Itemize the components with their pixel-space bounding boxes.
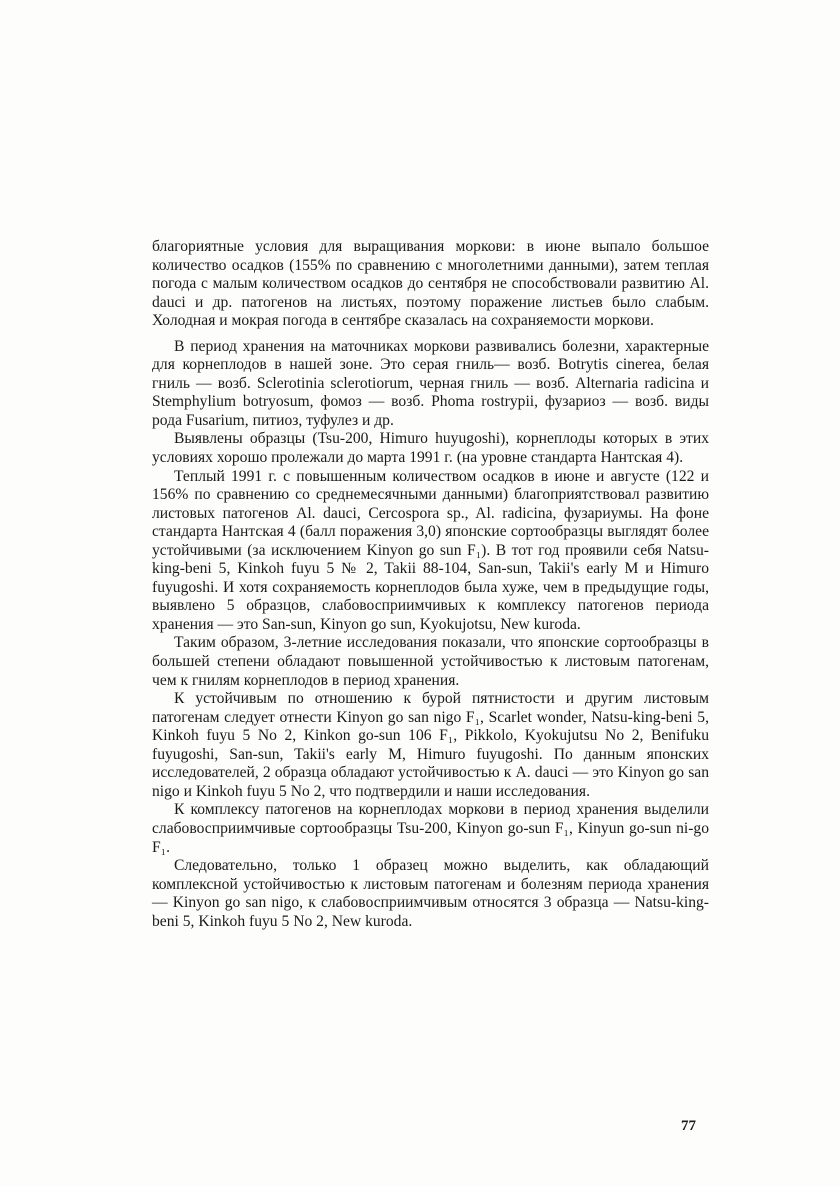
paragraph-identified-samples: Выявлены образцы (Tsu-200, Himuro huyugoshi), корнеплоды которых в этих условиях хорошо пролежали до марта 1991 г. (на уровне стандарта Нантская 4).: [152, 430, 709, 467]
body-text: [152, 238, 709, 931]
paragraph-1991-results: Теплый 1991 г. с повышенным количеством осадков в июне и августе (122 и 156% по сравнению со среднемесячными данными) благоприятствовал развитию листовых патогенов Al. dauci, Cercospora sp., Al. radicina, фузариумы. На фоне стандарта Нантская 4 (балл поражения 3,0) японские сортообразцы выглядят более устойчивыми (за исключением Kinyon go sun F₁). В тот год проявили себя Natsu-king-beni 5, Kinkoh fuyu 5 № 2, Takii 88-104, San-sun, Takii's early M и Himuro fuyugoshi. И хотя сохраняемость корнеплодов была хуже, чем в предыдущие годы, выявлено 5 образцов, слабовосприимчивых к комплексу патогенов периода хранения — это San-sun, Kinyon go sun, Kyokujotsu, New kuroda.: [152, 467, 709, 633]
paragraph-root-pathogens: К комплексу патогенов на корнеплодах моркови в период хранения выделили слабовосприимчивые сортообразцы Tsu-200, Kinyon go-sun F₁, Kinyun go-sun ni-go F₁.: [152, 801, 709, 856]
paragraph-storage-diseases: В период хранения на маточниках моркови развивались болезни, характерные для корнеплодов в нашей зоне. Это серая гниль— возб. Botrytis cinerea, белая гниль — возб. Sclerotinia sclerotiorum, черная гниль — возб. Alternaria radicina и Stemphylium botryosum, фомоз — возб. Phoma rostrypii, фузариоз — возб. виды рода Fusarium, питиоз, туфулез и др.: [152, 337, 709, 429]
paragraph-conclusion-3-year: Таким образом, 3-летние исследования показали, что японские сортообразцы в большей степени обладают повышенной устойчивостью к листовым патогенам, чем к гнилям корнеплодов в период хранения.: [152, 634, 709, 689]
paragraph-final-conclusion: Следовательно, только 1 образец можно выделить, как обладающий комплексной устойчивостью к листовым патогенам и болезням периода хранения — Kinyon go san nigo, к слабовосприимчивым относятся 3 образца — Natsu-king-beni 5, Kinkoh fuyu 5 No 2, New kuroda.: [152, 857, 709, 930]
paragraph-resistant-leaf: К устойчивым по отношению к бурой пятнистости и другим листовым патогенам следует отнести Kinyon go san nigo F₁, Scarlet wonder, Natsu-king-beni 5, Kinkoh fuyu 5 No 2, Kinkon go-sun 106 F₁, Pikkolo, Kyokujutsu No 2, Benifuku fuyugoshi, San-sun, Takii's early M, Himuro fuyugoshi. По данным японских исследователей, 2 образца обладают устойчивостью к A. dauci — это Kinyon go san nigo и Kinkoh fuyu 5 No 2, что подтвердили и наши исследования.: [152, 690, 709, 800]
paragraph-weather-1990: благориятные условия для выращивания моркови: в июне выпало большое количество осадков (155% по сравнению с многолетними данными), затем теплая погода с малым количеством осадков до сентября не способствовали развитию Al. dauci и др. патогенов на листьях, поэтому поражение листьев было слабым. Холодная и мокрая погода в сентябре сказалась на сохраняемости моркови.: [152, 238, 709, 330]
page-number: 77: [681, 1118, 696, 1134]
